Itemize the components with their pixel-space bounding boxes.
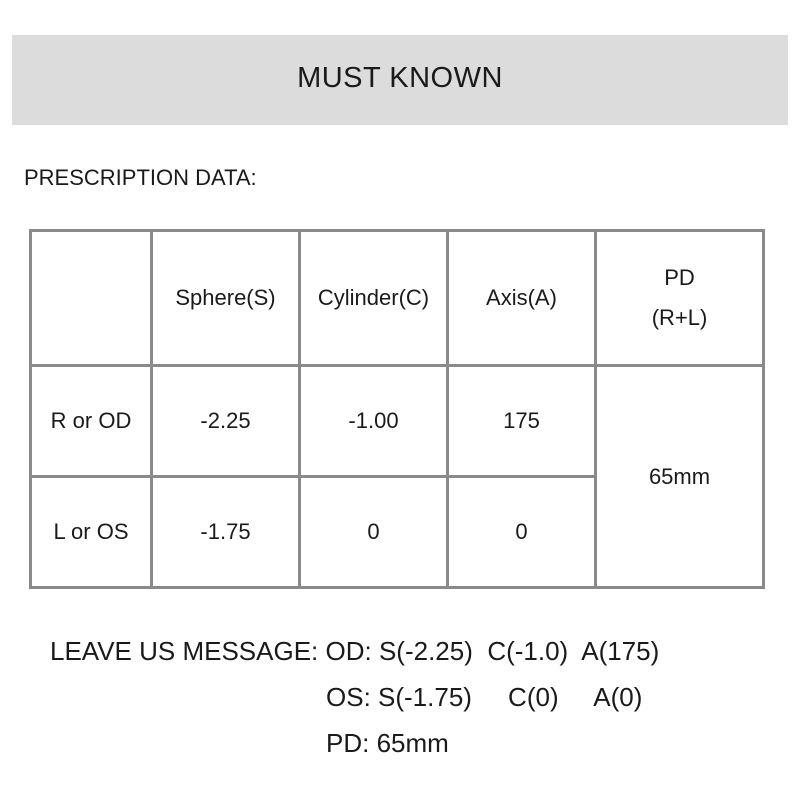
banner-title: MUST KNOWN [297, 61, 503, 94]
header-pd [596, 231, 764, 366]
prescription-data-label: PRESCRIPTION DATA: [24, 165, 257, 190]
row-label-os: L or OS [31, 477, 152, 588]
os-cylinder-value: 0 [300, 477, 448, 588]
message-line-os-row [50, 674, 659, 720]
row-label-od: R or OD [31, 366, 152, 477]
prescription-table [29, 229, 765, 589]
header-cylinder: Cylinder(C) [300, 231, 448, 366]
title-banner [12, 35, 788, 125]
os-axis-value: 0 [448, 477, 596, 588]
od-sphere-value: -2.25 [152, 366, 300, 477]
header-axis: Axis(A) [448, 231, 596, 366]
table-header-row [31, 231, 764, 366]
message-line-od: LEAVE US MESSAGE: OD: S(-2.25) C(-1.0) A(175) [50, 636, 660, 666]
header-sphere: Sphere(S) [152, 231, 300, 366]
od-axis-value: 175 [448, 366, 596, 477]
header-pd-line2: (R+L) [651, 305, 708, 330]
os-sphere-value: -1.75 [152, 477, 300, 588]
header-blank-cell [31, 231, 152, 366]
message-line-os: OS: S(-1.75) C(0) A(0) [326, 682, 643, 712]
header-pd-line1: PD [664, 265, 695, 290]
pd-value: 65mm [596, 366, 764, 588]
table-row-right-eye [31, 366, 764, 477]
message-line-pd-row [50, 720, 659, 766]
message-example [50, 628, 659, 766]
message-line-pd: PD: 65mm [326, 728, 449, 758]
od-cylinder-value: -1.00 [300, 366, 448, 477]
